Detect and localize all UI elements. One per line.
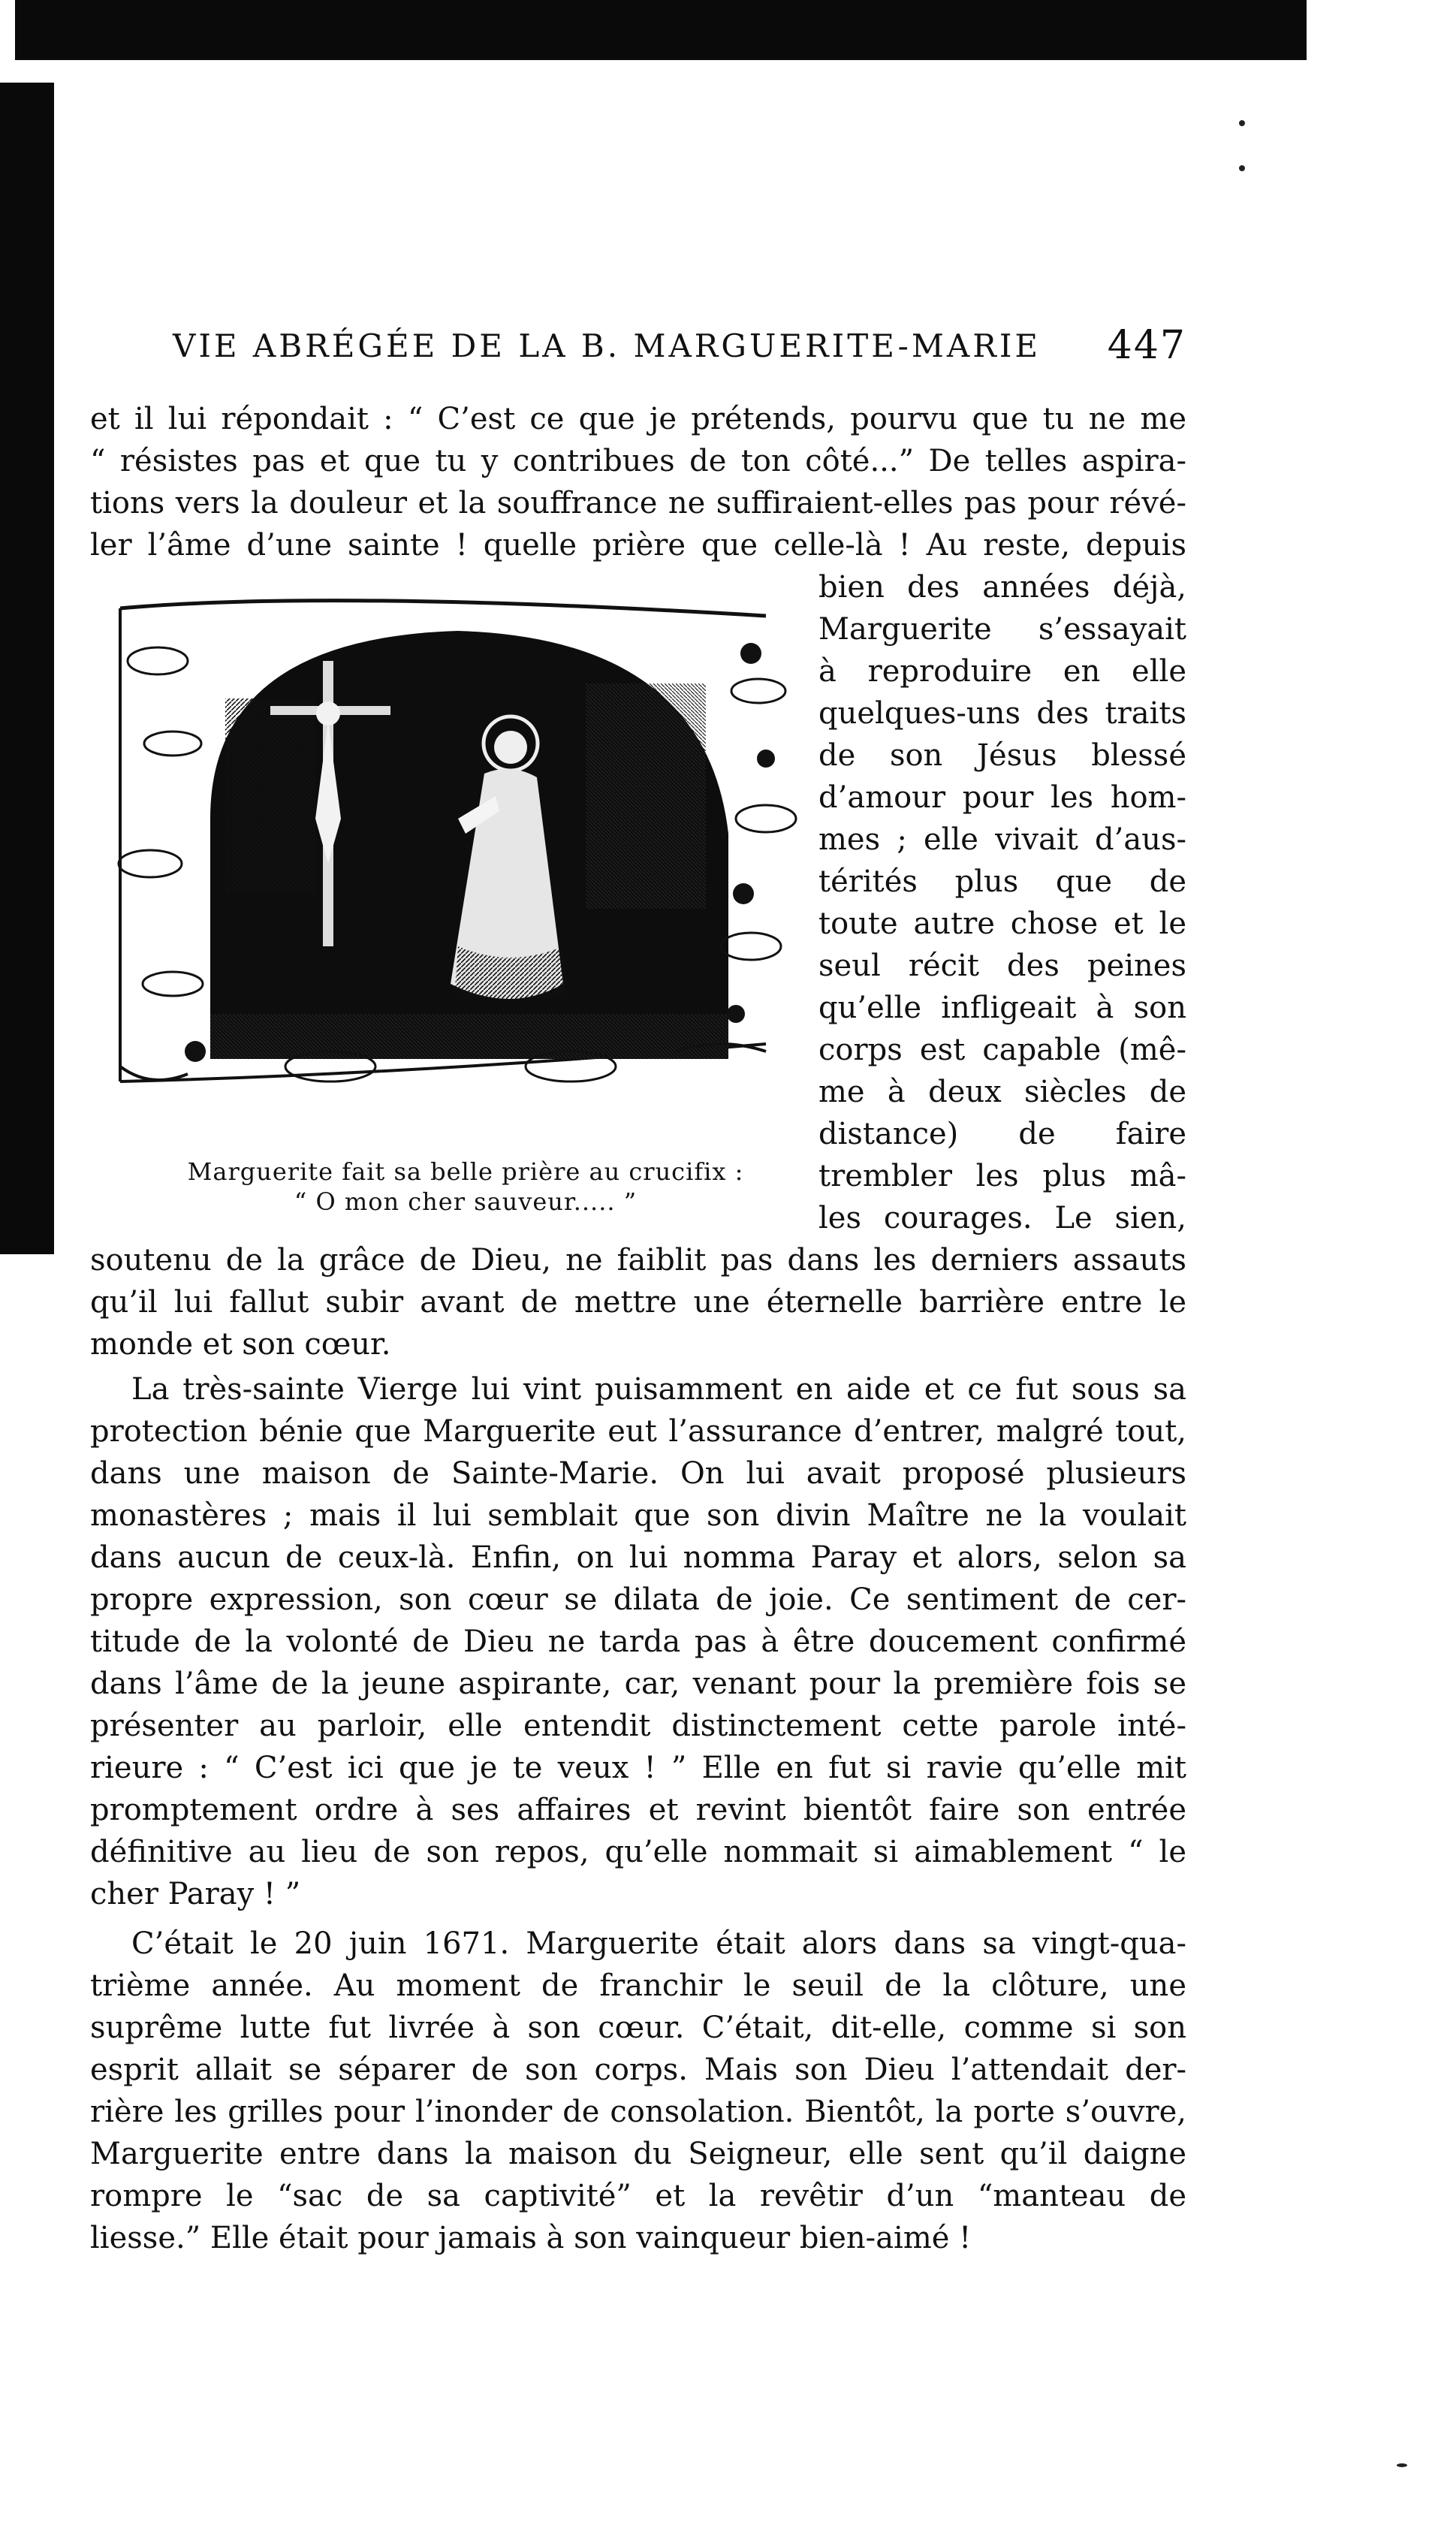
text-line: quelques-uns des traits (818, 696, 1186, 731)
page-number: 447 (1107, 323, 1186, 368)
text-line: liesse.” Elle était pour jamais à son vainqueur bien-aimé ! (90, 2221, 972, 2255)
text-line: bien des années déjà, (818, 570, 1186, 605)
text-line: mes ; elle vivait d’aus- (818, 822, 1186, 857)
text-line: et il lui répondait : “ C’est ce que je prétends, pourvu que tu ne me (90, 402, 1186, 436)
running-head (173, 323, 1186, 368)
text-line: soutenu de la grâce de Dieu, ne faiblit pas dans les derniers assauts (90, 1243, 1186, 1278)
text-line: corps est capable (mê- (818, 1033, 1186, 1067)
text-line: les courages. Le sien, (818, 1201, 1186, 1235)
text-line: seul récit des peines (818, 949, 1186, 983)
text-line: me à deux siècles de (818, 1075, 1186, 1109)
caption-line: “ O mon cher sauveur..... ” (294, 1187, 638, 1216)
text-line: ler l’âme d’une sainte ! quelle prière que celle-là ! Au reste, depuis (90, 528, 1186, 563)
running-title: VIE ABRÉGÉE DE LA B. MARGUERITE-MARIE (173, 327, 1042, 364)
text-line: rieure : “ C’est ici que je te veux ! ” Elle en fut si ravie qu’elle mit (90, 1751, 1186, 1785)
text-line: Marguerite entre dans la maison du Seigneur, elle sent qu’il daigne (90, 2137, 1186, 2171)
text-line: rompre le “sac de sa captivité” et la revêtir d’un “manteau de (90, 2179, 1186, 2213)
text-line: qu’elle infligeait à son (818, 991, 1186, 1025)
text-line: promptement ordre à ses affaires et revint bientôt faire son entrée (90, 1793, 1186, 1827)
text-line: dans l’âme de la jeune aspirante, car, venant pour la première fois se (90, 1667, 1186, 1701)
text-line: monde et son cœur. (90, 1327, 391, 1362)
engraving-illustration (105, 593, 818, 1104)
text-line: définitive au lieu de son repos, qu’elle nommait si aimablement “ le (90, 1835, 1186, 1869)
text-line: tions vers la douleur et la souffrance ne suffiraient-elles pas pour révé- (90, 486, 1186, 520)
text-line: d’amour pour les hom- (818, 780, 1186, 815)
text-line: esprit allait se séparer de son corps. Mais son Dieu l’attendait der- (90, 2053, 1186, 2087)
text-line: “ résistes pas et que tu y contribues de ton côté...” De telles aspira- (90, 444, 1186, 478)
text-line: dans aucun de ceux-là. Enfin, on lui nomma Paray et alors, selon sa (90, 1540, 1186, 1575)
text-line: toute autre chose et le (818, 907, 1186, 941)
text-line: de son Jésus blessé (818, 738, 1186, 773)
text-line: présenter au parloir, elle entendit distinctement cette parole inté- (90, 1709, 1186, 1743)
text-line: qu’il lui fallut subir avant de mettre une éternelle barrière entre le (90, 1285, 1186, 1320)
text-line: dans une maison de Sainte-Marie. On lui avait proposé plusieurs (90, 1456, 1186, 1491)
text-line: à reproduire en elle (818, 654, 1186, 689)
engraving-svg (105, 593, 818, 1104)
text-line: C’était le 20 juin 1671. Marguerite était alors dans sa vingt-qua- (131, 1926, 1186, 1961)
text-line: titude de la volonté de Dieu ne tarda pas à être doucement confirmé (90, 1624, 1186, 1659)
text-line: distance) de faire (818, 1117, 1186, 1151)
text-line: cher Paray ! ” (90, 1877, 301, 1911)
text-line: suprême lutte fut livrée à son cœur. C’était, dit-elle, comme si son (90, 2011, 1186, 2045)
text-line: protection bénie que Marguerite eut l’assurance d’entrer, malgré tout, (90, 1414, 1186, 1449)
caption-line: Marguerite fait sa belle prière au crucifix : (187, 1157, 744, 1186)
text-line: monastères ; mais il lui semblait que son divin Maître ne la voulait (90, 1498, 1186, 1533)
text-line: rière les grilles pour l’inonder de consolation. Bientôt, la porte s’ouvre, (90, 2095, 1186, 2129)
text-line: La très-sainte Vierge lui vint puisamment en aide et ce fut sous sa (131, 1372, 1186, 1407)
text-line: térités plus que de (818, 864, 1186, 899)
text-line: Marguerite s’essayait (818, 612, 1186, 647)
figure-caption (173, 1157, 758, 1217)
text-line: trième année. Au moment de franchir le seuil de la clôture, une (90, 1968, 1186, 2003)
text-line: trembler les plus mâ- (818, 1159, 1186, 1193)
text-line: propre expression, son cœur se dilata de joie. Ce sentiment de cer- (90, 1582, 1186, 1617)
